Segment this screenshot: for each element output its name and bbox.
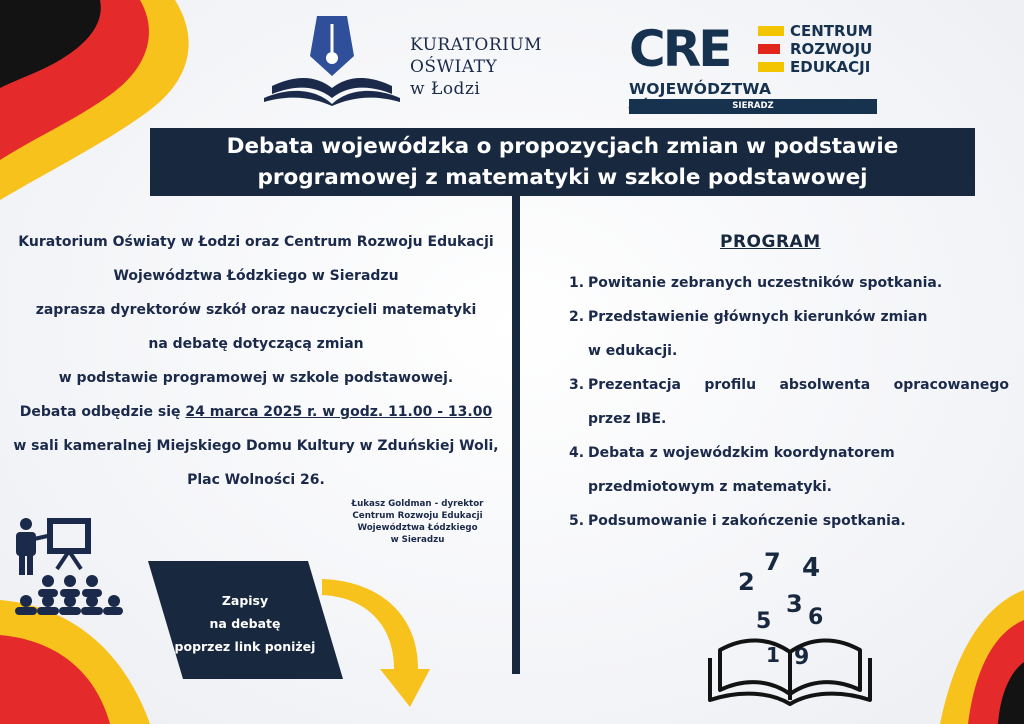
registration-text: Zapisy na debatę poprzez link poniżej [174, 593, 316, 654]
invitation-line: na debatę dotyczącą zmian [148, 336, 364, 352]
program-item: 1. Powitanie zebranych uczestników spotkania. [569, 275, 943, 291]
title-line-2: programowej z matematyki w szkole podstawowej [257, 165, 868, 190]
digit: 6 [808, 605, 824, 630]
presentation-audience-icon [12, 517, 124, 615]
arrow-down-icon [318, 573, 443, 713]
date-prefix: Debata odbędzie się [19, 404, 186, 420]
event-date: 24 marca 2025 r. w godz. 11.00 - 13.00 [185, 404, 493, 420]
program-item: 4. Debata z wojewódzkim koordynatorem przedmiotowym z matematyki. [569, 445, 895, 495]
invitation-line: w podstawie programowej w szkole podstawowej. [58, 370, 454, 386]
invitation-text [0, 225, 512, 497]
column-divider [512, 196, 520, 674]
cre-city-bar: SIERADZ [629, 99, 877, 114]
digit: 7 [764, 548, 781, 576]
digit: 9 [794, 645, 810, 670]
page-title [150, 128, 975, 196]
invitation-line: Województwa Łódzkiego w Sieradzu [113, 268, 399, 284]
invitation-venue: w sali kameralnej Miejskiego Domu Kultury w Zduńskiej Woli, [13, 438, 499, 454]
signature: Łukasz Goldman - dyrektor Centrum Rozwoju Edukacji Województwa Łódzkiego w Sieradzu [351, 499, 484, 545]
invitation-line: zaprasza dyrektorów szkół oraz nauczycieli matematyki [35, 302, 477, 318]
invitation-date-line [0, 395, 512, 429]
title-line-1: Debata wojewódzka o propozycjach zmian w podstawie [226, 134, 899, 159]
program-item: 5. Podsumowanie i zakończenie spotkania. [569, 513, 906, 529]
cre-logo-name: CENTRUM ROZWOJU EDUKACJI [790, 22, 873, 76]
program-item: 2. Przedstawienie głównych kierunków zmian w edukacji. [569, 309, 928, 359]
kuratorium-name: KURATORIUM OŚWIATY w Łodzi [410, 35, 543, 99]
cre-region: WOJEWÓDZTWA [629, 80, 772, 98]
cre-stripes-icon [758, 26, 784, 72]
program-list [569, 266, 1009, 538]
digit: 2 [738, 568, 755, 596]
program-item: 3. Prezentacja profilu absolwenta opracowanego przez IBE. [569, 377, 1009, 427]
digit: 3 [786, 590, 803, 618]
digit: 4 [802, 553, 821, 583]
math-book-icon [700, 540, 880, 710]
cre-logo-mark: CRE [629, 20, 730, 78]
digit: 1 [766, 643, 780, 667]
invitation-line: Kuratorium Oświaty w Łodzi oraz Centrum Rozwoju Edukacji [18, 234, 494, 250]
invitation-address: Plac Wolności 26. [187, 472, 325, 488]
program-heading: PROGRAM [720, 232, 821, 252]
digit: 5 [756, 609, 772, 634]
kuratorium-logo-icon [262, 14, 402, 106]
